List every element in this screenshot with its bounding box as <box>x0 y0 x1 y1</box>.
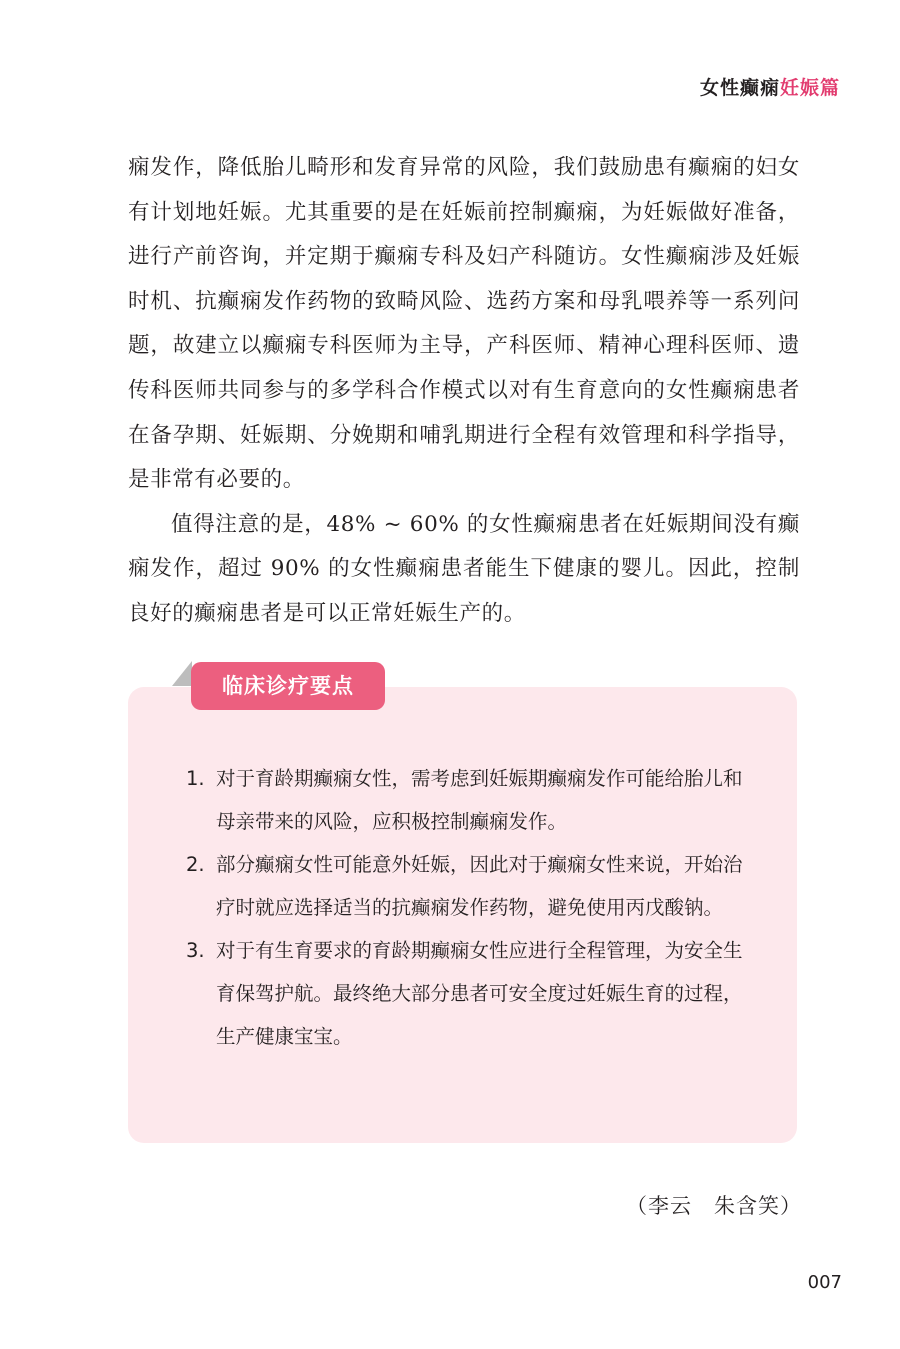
author-signature: （李云 朱含笑） <box>626 1194 802 1218</box>
list-item-text: 部分癫痫女性可能意外妊娠，因此对于癫痫女性来说，开始治疗时就应选择适当的抗癫痫发作药物，避免使用丙戊酸钠。 <box>216 853 743 919</box>
paragraph-1: 痫发作，降低胎儿畸形和发育异常的风险，我们鼓励患有癫痫的妇女有计划地妊娠。尤其重要的是在妊娠前控制癫痫，为妊娠做好准备，进行产前咨询，并定期于癫痫专科及妇产科随访。女性癫痫涉及妊娠时机、抗癫痫发作药物的致畸风险、选药方案和母乳喂养等一系列问题，故建立以癫痫专科医师为主导，产科医师、精神心理科医师、遗传科医师共同参与的多学科合作模式以对有生育意向的女性癫痫患者在备孕期、妊娠期、分娩期和哺乳期进行全程有效管理和科学指导，是非常有必要的。 <box>128 155 800 493</box>
list-item-number: 1. <box>186 767 205 790</box>
body-text <box>128 146 800 637</box>
paragraph-2: 值得注意的是，48% ~ 60% 的女性癫痫患者在妊娠期间没有癫痫发作，超过 90% 的女性癫痫患者能生下健康的婴儿。因此，控制良好的癫痫患者是可以正常妊娠生产的。 <box>128 511 800 626</box>
page-number: 007 <box>807 1272 842 1293</box>
header-title-main: 女性癫痫 <box>699 77 780 99</box>
header-title-accent: 妊娠篇 <box>779 77 840 99</box>
clinical-points-title: 临床诊疗要点 <box>191 662 385 710</box>
running-header <box>700 73 840 100</box>
list-item-number: 3. <box>186 939 205 962</box>
list-item <box>186 757 756 843</box>
tab-fold-shadow <box>172 661 192 686</box>
list-item-text: 对于育龄期癫痫女性，需考虑到妊娠期癫痫发作可能给胎儿和母亲带来的风险，应积极控制癫痫发作。 <box>216 767 743 833</box>
list-item-text: 对于有生育要求的育龄期癫痫女性应进行全程管理，为安全生育保驾护航。最终绝大部分患者可安全度过妊娠生育的过程，生产健康宝宝。 <box>216 939 743 1048</box>
list-item-number: 2. <box>186 853 205 876</box>
list-item <box>186 843 756 929</box>
list-item <box>186 929 756 1058</box>
clinical-points-list <box>186 757 756 1058</box>
